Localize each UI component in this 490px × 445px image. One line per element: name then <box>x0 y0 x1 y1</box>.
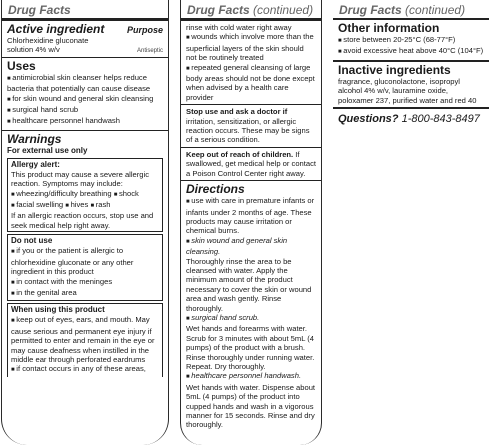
other-information-item: ■ store between 20-25°C (68-77°F) <box>338 35 484 46</box>
other-information-item: ■ avoid excessive heat above 40°C (104°F) <box>338 46 484 57</box>
when-using-item: ■ keep out of eyes, ears, and mouth. May cause serious and permanent eye injury if permitted to enter and remain in the eye or may cause deafness when instilled in the middle ear through perforated eardrums <box>11 315 159 364</box>
directions-text: Thoroughly rinse the area to be cleansed with water. Apply the minimum amount of the product necessary to cover the skin or wound area and wash gently. Rinse thoroughly. <box>186 256 312 313</box>
allergy-symptom: ■ rash <box>90 200 110 209</box>
questions-label: Questions? <box>338 113 399 126</box>
panel-header <box>181 0 321 21</box>
warnings-title: Warnings <box>7 131 62 146</box>
do-not-use-box <box>7 234 163 301</box>
directions-text: Wet hands with water. Dispense about 5mL (4 pumps) of the product into cupped hands and wash in a vigorous manner for 15 seconds. Rinse and dry thoroughly. <box>186 382 316 430</box>
external-use-label: For external use only <box>7 145 88 155</box>
directions-item: ■ use with care in premature infants or infants under 2 months of age. These products may cause irritation or chemical burns. <box>186 196 316 236</box>
stop-use-text: irritation, sensitization, or allergic reaction occurs. These may be signs of a serious condition. <box>186 116 310 145</box>
active-ingredient-title: Active ingredient <box>7 22 105 36</box>
allergy-symptom: ■ wheezing/difficulty breathing <box>11 189 112 198</box>
panel-header <box>333 0 489 20</box>
when-using-title: When using this product <box>11 305 105 315</box>
active-name: Chlorhexidine gluconate <box>7 36 89 45</box>
allergy-alert-title: Allergy alert: <box>11 159 60 169</box>
directions-text: Wet hands and forearms with water. Scrub for 3 minutes with about 5mL (4 pumps) of the product with a brush. Rinse thoroughly under running water. Repeat. Dry thoroughly. <box>186 324 315 371</box>
other-information-section <box>333 20 489 62</box>
directions-subtitle: ■ surgical hand scrub. <box>186 313 316 324</box>
allergy-alert-end: If an allergic reaction occurs, stop use and seek medical help right away. <box>11 211 154 230</box>
inactive-ingredients-title: Inactive ingredients <box>338 62 451 77</box>
allergy-symptom: ■ facial swelling <box>11 200 63 209</box>
active-ingredient-section <box>2 21 168 58</box>
when-using-item: ■ wounds which involve more than the superficial layers of the skin should not be routinely treated <box>186 32 316 62</box>
inactive-ingredients-text: fragrance, gluconolactone, isopropyl alcohol 4% w/v, lauramine oxide, poloxamer 237, purified water and red 40 <box>338 76 477 105</box>
inactive-ingredients-section <box>333 62 489 109</box>
panel-header-title: Drug Facts <box>187 3 250 17</box>
other-information-title: Other information <box>338 21 440 35</box>
panel-header: Drug Facts <box>2 0 168 21</box>
drug-facts-panel-2 <box>180 0 322 445</box>
warnings-section <box>2 131 168 381</box>
do-not-use-item: ■ in contact with the meninges <box>11 277 159 288</box>
when-using-item: rinse with cold water right away <box>186 23 292 32</box>
when-using-item: ■ repeated general cleansing of large body areas should not be done except when advised by a health care provider <box>186 63 316 103</box>
keep-out-section <box>181 148 321 181</box>
do-not-use-item: ■ in the genital area <box>11 288 159 299</box>
uses-item: ■ surgical hand scrub <box>7 105 163 116</box>
questions-phone: 1-800-843-8497 <box>401 113 480 126</box>
directions-title: Directions <box>186 182 245 197</box>
panel-header-continued: (continued) <box>253 3 314 17</box>
stop-use-section <box>181 105 321 148</box>
drug-facts-panel-1 <box>1 0 169 445</box>
allergy-symptom: ■ shock <box>114 189 139 198</box>
when-using-box <box>7 303 163 376</box>
active-purpose: Antiseptic <box>136 48 163 55</box>
uses-item: ■ for skin wound and general skin cleansing <box>7 94 163 105</box>
when-using-item: ■ if contact occurs in any of these areas, <box>11 364 159 375</box>
questions-line <box>333 109 489 129</box>
allergy-alert-text: This product may cause a severe allergic reaction. Symptoms may include: <box>11 169 150 189</box>
panel-header-continued: (continued) <box>405 3 466 17</box>
purpose-title: Purpose <box>126 25 163 35</box>
directions-subtitle: ■ skin wound and general skin cleansing. <box>186 236 316 257</box>
when-using-continued <box>181 21 321 105</box>
uses-section <box>2 58 168 131</box>
active-strength: solution 4% w/v <box>7 45 60 55</box>
do-not-use-item: ■ if you or the patient is allergic to chlorhexidine gluconate or any other ingredient in this product <box>11 246 159 276</box>
uses-item: ■ antimicrobial skin cleanser helps reduce bacteria that potentially can cause disease <box>7 73 163 94</box>
keep-out-title: Keep out of reach of children. <box>186 149 294 159</box>
panel-header-title: Drug Facts <box>339 3 402 17</box>
uses-title: Uses <box>7 58 36 73</box>
allergy-alert-box <box>7 158 163 232</box>
do-not-use-title: Do not use <box>11 236 53 246</box>
drug-facts-panel-3 <box>333 0 489 168</box>
stop-use-title: Stop use and ask a doctor if <box>186 107 288 117</box>
directions-section <box>181 181 321 432</box>
allergy-symptom: ■ hives <box>65 200 88 209</box>
directions-subtitle: ■ healthcare personnel handwash. <box>186 371 316 382</box>
uses-item: ■ healthcare personnel handwash <box>7 116 163 127</box>
keep-out-text: If swallowed, get medical help or contact a Poison Control Center right away. <box>186 149 317 178</box>
